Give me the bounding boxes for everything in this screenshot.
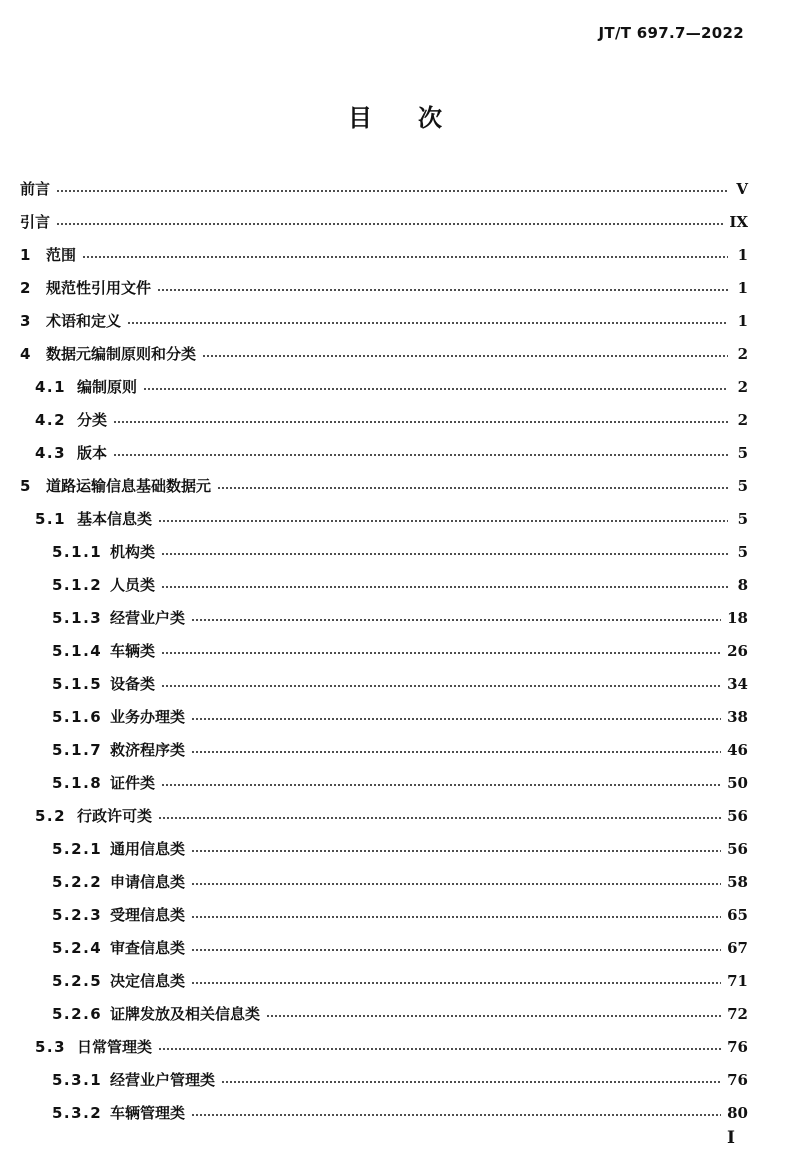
dot-leader (202, 355, 728, 357)
toc-entry-title: 审查信息类 (110, 939, 186, 957)
toc-entry-number: 4.1 (35, 377, 67, 396)
toc-entry-page: 5 (737, 542, 748, 561)
dot-leader (191, 883, 721, 885)
toc-entry-number: 5.2.6 (52, 1004, 103, 1023)
toc-entry[interactable] (20, 370, 748, 403)
page-title (0, 98, 790, 133)
toc-entry-title: 道路运输信息基础数据元 (46, 477, 212, 495)
toc-entry[interactable] (20, 964, 748, 997)
toc-entry[interactable] (20, 469, 748, 502)
toc-entry-number: 5.1.1 (52, 542, 103, 561)
dot-leader (191, 949, 721, 951)
toc-entry-number: 5.3.2 (52, 1103, 103, 1122)
toc-entry-title: 通用信息类 (110, 840, 186, 858)
toc-entry-page: 26 (727, 641, 748, 660)
toc-entry-title: 版本 (77, 444, 108, 462)
dot-leader (56, 190, 728, 192)
toc-entry-title: 规范性引用文件 (46, 279, 152, 297)
toc-entry[interactable] (20, 898, 748, 931)
toc-entry-title: 基本信息类 (77, 510, 153, 528)
toc-entry-page: 5 (737, 443, 748, 462)
toc-entry-page: 38 (727, 707, 748, 726)
dot-leader (158, 520, 728, 522)
toc-entry-number: 5.2.5 (52, 971, 103, 990)
toc-entry-page: 46 (727, 740, 748, 759)
dot-leader (161, 685, 721, 687)
toc-entry-title: 经营业户管理类 (110, 1071, 216, 1089)
toc-entry-page: 34 (727, 674, 748, 693)
toc-entry-title: 申请信息类 (110, 873, 186, 891)
toc-entry-number: 3 (20, 311, 32, 330)
standard-number: JT/T 697.7—2022 (598, 24, 744, 42)
toc-entry-number: 1 (20, 245, 32, 264)
dot-leader (143, 388, 728, 390)
toc-entry[interactable] (20, 1030, 748, 1063)
toc-entry[interactable] (20, 568, 748, 601)
dot-leader (161, 784, 721, 786)
toc-entry-number: 5.2.1 (52, 839, 103, 858)
toc-entry[interactable] (20, 667, 748, 700)
toc-entry-number: 5.3 (35, 1037, 67, 1056)
toc-entry-page: 5 (737, 509, 748, 528)
toc-entry-title: 经营业户类 (110, 609, 186, 627)
toc-entry-number: 5.1.6 (52, 707, 103, 726)
toc-entry[interactable] (20, 799, 748, 832)
toc-entry-page: 50 (727, 773, 748, 792)
toc-entry-title: 术语和定义 (46, 312, 122, 330)
toc-entry[interactable] (20, 502, 748, 535)
toc-entry[interactable] (20, 832, 748, 865)
toc-entry-number: 5 (20, 476, 32, 495)
dot-leader (82, 256, 728, 258)
toc-entry[interactable] (20, 601, 748, 634)
toc-entry-title: 证件类 (110, 774, 156, 792)
toc-entry-page: 1 (737, 278, 748, 297)
footer-page-number: I (727, 1128, 735, 1148)
toc-entry-title: 机构类 (110, 543, 156, 561)
toc-entry[interactable] (20, 403, 748, 436)
toc-entry-number: 5.2.4 (52, 938, 103, 957)
dot-leader (161, 652, 721, 654)
toc-entry[interactable] (20, 865, 748, 898)
table-of-contents (20, 172, 748, 1129)
toc-entry[interactable] (20, 172, 748, 205)
dot-leader (191, 850, 721, 852)
toc-entry-page: 1 (737, 245, 748, 264)
dot-leader (191, 751, 721, 753)
toc-entry-title: 受理信息类 (110, 906, 186, 924)
toc-entry-page: 5 (737, 476, 748, 495)
dot-leader (191, 1114, 721, 1116)
toc-entry-title: 日常管理类 (77, 1038, 153, 1056)
dot-leader (56, 223, 723, 225)
toc-entry[interactable] (20, 634, 748, 667)
dot-leader (161, 586, 728, 588)
toc-entry-number: 5.1.7 (52, 740, 103, 759)
title-part-1: 目 (348, 104, 372, 132)
toc-entry-page: 2 (737, 377, 748, 396)
toc-entry-number: 5.2 (35, 806, 67, 825)
toc-entry-number: 5.2.2 (52, 872, 103, 891)
toc-entry-page: 56 (727, 839, 748, 858)
toc-entry-title: 车辆类 (110, 642, 156, 660)
toc-entry-page: V (736, 179, 748, 198)
toc-entry-title: 业务办理类 (110, 708, 186, 726)
toc-entry-title: 行政许可类 (77, 807, 153, 825)
toc-entry[interactable] (20, 436, 748, 469)
toc-entry-page: 2 (737, 410, 748, 429)
toc-entry-title: 人员类 (110, 576, 156, 594)
toc-entry-number: 4.2 (35, 410, 67, 429)
dot-leader (113, 421, 728, 423)
toc-entry-title: 设备类 (110, 675, 156, 693)
toc-entry-page: 2 (737, 344, 748, 363)
toc-entry[interactable] (20, 337, 748, 370)
toc-entry[interactable] (20, 733, 748, 766)
toc-entry[interactable] (20, 238, 748, 271)
toc-entry-number: 4.3 (35, 443, 67, 462)
toc-entry-page: 1 (737, 311, 748, 330)
dot-leader (191, 619, 721, 621)
toc-entry[interactable] (20, 535, 748, 568)
dot-leader (191, 916, 721, 918)
dot-leader (157, 289, 728, 291)
toc-entry[interactable] (20, 1063, 748, 1096)
toc-entry-page: 58 (727, 872, 748, 891)
dot-leader (158, 817, 721, 819)
toc-entry-number: 5.3.1 (52, 1070, 103, 1089)
toc-entry-title: 范围 (46, 246, 77, 264)
toc-entry-number: 4 (20, 344, 32, 363)
toc-entry-page: 8 (737, 575, 748, 594)
toc-entry-page: 76 (727, 1070, 748, 1089)
toc-entry-title: 决定信息类 (110, 972, 186, 990)
toc-entry-title: 救济程序类 (110, 741, 186, 759)
title-part-2: 次 (418, 104, 442, 132)
toc-entry[interactable] (20, 931, 748, 964)
toc-entry-page: IX (729, 212, 748, 231)
toc-entry-number: 5.1.5 (52, 674, 103, 693)
dot-leader (217, 487, 728, 489)
toc-entry-title: 编制原则 (77, 378, 138, 396)
toc-entry[interactable] (20, 205, 748, 238)
toc-entry-title: 分类 (77, 411, 108, 429)
toc-entry-page: 76 (727, 1037, 748, 1056)
toc-entry-title: 数据元编制原则和分类 (46, 345, 197, 363)
toc-entry[interactable] (20, 700, 748, 733)
dot-leader (161, 553, 728, 555)
toc-entry-number: 2 (20, 278, 32, 297)
toc-entry-number: 5.2.3 (52, 905, 103, 924)
dot-leader (191, 982, 721, 984)
toc-entry-title: 引言 (20, 213, 51, 231)
toc-entry-page: 80 (727, 1103, 748, 1122)
dot-leader (221, 1081, 721, 1083)
dot-leader (113, 454, 728, 456)
toc-entry-page: 72 (727, 1004, 748, 1023)
toc-entry-page: 65 (727, 905, 748, 924)
toc-entry[interactable] (20, 1096, 748, 1129)
toc-entry-title: 车辆管理类 (110, 1104, 186, 1122)
toc-entry[interactable] (20, 304, 748, 337)
toc-entry-page: 67 (727, 938, 748, 957)
toc-entry-title: 前言 (20, 180, 51, 198)
dot-leader (158, 1048, 721, 1050)
toc-entry-page: 71 (727, 971, 748, 990)
toc-entry-number: 5.1.2 (52, 575, 103, 594)
toc-entry-page: 56 (727, 806, 748, 825)
toc-entry-number: 5.1.8 (52, 773, 103, 792)
toc-entry[interactable] (20, 271, 748, 304)
toc-entry[interactable] (20, 997, 748, 1030)
dot-leader (266, 1015, 721, 1017)
dot-leader (191, 718, 721, 720)
toc-entry[interactable] (20, 766, 748, 799)
toc-entry-page: 18 (727, 608, 748, 627)
toc-entry-number: 5.1.4 (52, 641, 103, 660)
dot-leader (127, 322, 728, 324)
toc-entry-number: 5.1 (35, 509, 67, 528)
toc-entry-number: 5.1.3 (52, 608, 103, 627)
toc-entry-title: 证牌发放及相关信息类 (110, 1005, 261, 1023)
